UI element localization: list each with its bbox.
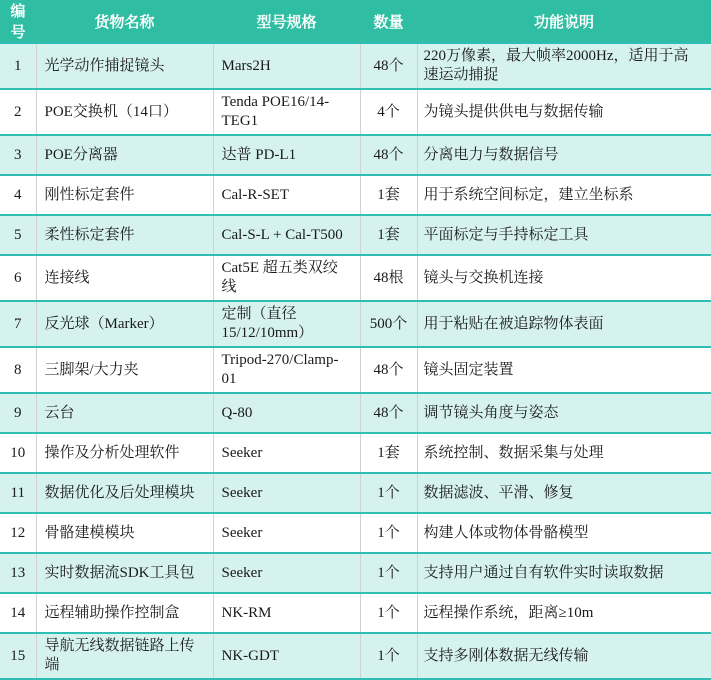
function-desc-cell: 构建人体或物体骨骼模型 bbox=[423, 524, 589, 541]
table-row bbox=[0, 513, 711, 553]
quantity-cell: 1个 bbox=[360, 633, 417, 679]
model-spec-cell: Seeker bbox=[213, 553, 360, 593]
model-spec-cell: 达普 PD-L1 bbox=[213, 135, 360, 175]
quantity-cell: 500个 bbox=[360, 301, 417, 347]
function-desc-cell: 支持用户通过自有软件实时读取数据 bbox=[423, 564, 664, 581]
function-desc-cell: 平面标定与手持标定工具 bbox=[423, 226, 589, 243]
goods-name-cell: 远程辅助操作控制盒 bbox=[36, 593, 213, 633]
function-desc-cell: 系统控制、数据采集与处理 bbox=[423, 444, 604, 461]
row-number-cell: 15 bbox=[0, 633, 36, 679]
table-row bbox=[0, 89, 711, 135]
table-row bbox=[0, 43, 711, 89]
function-desc-cell: 支持多刚体数据无线传输 bbox=[423, 647, 589, 664]
quantity-cell: 1个 bbox=[360, 553, 417, 593]
function-desc-cell: 用于粘贴在被追踪物体表面 bbox=[423, 315, 604, 332]
function-desc-cell: 镜头固定装置 bbox=[423, 361, 514, 378]
row-number-cell: 6 bbox=[0, 255, 36, 301]
table-body bbox=[0, 43, 711, 679]
goods-name-cell: 反光球（Marker） bbox=[36, 301, 213, 347]
goods-name-cell: 刚性标定套件 bbox=[36, 175, 213, 215]
table-row bbox=[0, 255, 711, 301]
table-row bbox=[0, 135, 711, 175]
quantity-cell: 1个 bbox=[360, 513, 417, 553]
goods-name-cell: 三脚架/大力夹 bbox=[36, 347, 213, 393]
model-spec-cell: Seeker bbox=[213, 433, 360, 473]
quantity-cell: 48根 bbox=[360, 255, 417, 301]
col-header-number: 编号 bbox=[0, 0, 36, 43]
model-spec-cell: Seeker bbox=[213, 513, 360, 553]
row-number-cell: 1 bbox=[0, 43, 36, 89]
function-desc-cell: 分离电力与数据信号 bbox=[423, 146, 559, 163]
quantity-cell: 1套 bbox=[360, 433, 417, 473]
row-number-cell: 3 bbox=[0, 135, 36, 175]
goods-name-cell: 骨骼建模模块 bbox=[36, 513, 213, 553]
row-number-cell: 10 bbox=[0, 433, 36, 473]
function-desc-cell: 用于系统空间标定，建立坐标系 bbox=[423, 186, 634, 203]
table-row bbox=[0, 433, 711, 473]
function-desc-cell: 数据滤波、平滑、修复 bbox=[423, 484, 574, 501]
col-header-quantity: 数量 bbox=[360, 0, 417, 43]
table-header-row bbox=[0, 0, 711, 43]
row-number-cell: 12 bbox=[0, 513, 36, 553]
goods-name-cell: 光学动作捕捉镜头 bbox=[36, 43, 213, 89]
row-number-cell: 2 bbox=[0, 89, 36, 135]
model-spec-cell: 定制（直径 15/12/10mm） bbox=[213, 301, 360, 347]
goods-name-cell: 数据优化及后处理模块 bbox=[36, 473, 213, 513]
table-row bbox=[0, 393, 711, 433]
table-row bbox=[0, 347, 711, 393]
row-number-cell: 4 bbox=[0, 175, 36, 215]
function-desc-cell: 调节镜头角度与姿态 bbox=[423, 404, 559, 421]
model-spec-cell: Tripod-270/Clamp-01 bbox=[213, 347, 360, 393]
col-header-goods-name: 货物名称 bbox=[36, 0, 213, 43]
row-number-cell: 5 bbox=[0, 215, 36, 255]
quantity-cell: 1套 bbox=[360, 175, 417, 215]
col-header-function-desc: 功能说明 bbox=[417, 0, 711, 43]
table-row bbox=[0, 473, 711, 513]
quantity-cell: 48个 bbox=[360, 135, 417, 175]
model-spec-cell: Cat5E 超五类双绞线 bbox=[213, 255, 360, 301]
row-number-cell: 7 bbox=[0, 301, 36, 347]
quantity-cell: 1个 bbox=[360, 473, 417, 513]
goods-name-cell: 操作及分析处理软件 bbox=[36, 433, 213, 473]
model-spec-cell: Cal-S-L + Cal-T500 bbox=[213, 215, 360, 255]
model-spec-cell: NK-RM bbox=[213, 593, 360, 633]
table-row bbox=[0, 301, 711, 347]
quantity-cell: 48个 bbox=[360, 43, 417, 89]
goods-name-cell: 实时数据流SDK工具包 bbox=[36, 553, 213, 593]
table-row bbox=[0, 215, 711, 255]
function-desc-cell: 镜头与交换机连接 bbox=[423, 269, 544, 286]
goods-name-cell: 云台 bbox=[36, 393, 213, 433]
col-header-model-spec: 型号规格 bbox=[213, 0, 360, 43]
model-spec-cell: NK-GDT bbox=[213, 633, 360, 679]
goods-name-cell: POE分离器 bbox=[36, 135, 213, 175]
table-row bbox=[0, 633, 711, 679]
row-number-cell: 9 bbox=[0, 393, 36, 433]
quantity-cell: 4个 bbox=[360, 89, 417, 135]
model-spec-cell: Mars2H bbox=[213, 43, 360, 89]
quantity-cell: 1个 bbox=[360, 593, 417, 633]
goods-name-cell: 导航无线数据链路上传端 bbox=[36, 633, 213, 679]
table-row bbox=[0, 553, 711, 593]
function-desc-cell: 远程操作系统，距离≥10m bbox=[423, 604, 594, 621]
function-desc-cell: 为镜头提供供电与数据传输 bbox=[423, 103, 604, 120]
quantity-cell: 1套 bbox=[360, 215, 417, 255]
quantity-cell: 48个 bbox=[360, 393, 417, 433]
goods-name-cell: 柔性标定套件 bbox=[36, 215, 213, 255]
table-row bbox=[0, 175, 711, 215]
goods-name-cell: POE交换机（14口） bbox=[36, 89, 213, 135]
row-number-cell: 14 bbox=[0, 593, 36, 633]
row-number-cell: 11 bbox=[0, 473, 36, 513]
table-row bbox=[0, 593, 711, 633]
model-spec-cell: Tenda POE16/14-TEG1 bbox=[213, 89, 360, 135]
model-spec-cell: Seeker bbox=[213, 473, 360, 513]
model-spec-cell: Q-80 bbox=[213, 393, 360, 433]
function-desc-cell: 220万像素，最大帧率2000Hz，适用于高速运动捕捉 bbox=[423, 48, 689, 83]
row-number-cell: 13 bbox=[0, 553, 36, 593]
row-number-cell: 8 bbox=[0, 347, 36, 393]
goods-name-cell: 连接线 bbox=[36, 255, 213, 301]
model-spec-cell: Cal-R-SET bbox=[213, 175, 360, 215]
quantity-cell: 48个 bbox=[360, 347, 417, 393]
